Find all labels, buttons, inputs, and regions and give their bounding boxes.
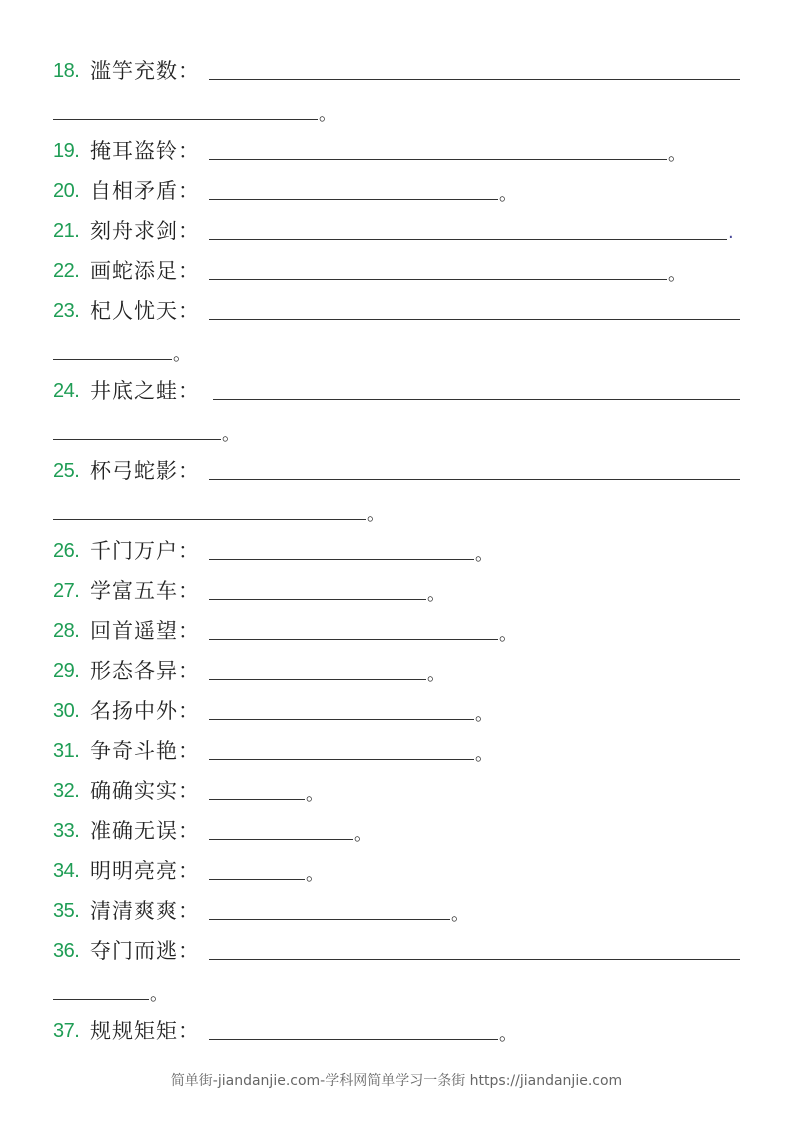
answer-line[interactable]: [53, 119, 318, 120]
end-mark: 。: [475, 744, 493, 765]
end-mark: 。: [668, 144, 686, 165]
item-number: 23.: [53, 300, 80, 322]
end-mark: 。: [668, 264, 686, 285]
idiom-text: 自相矛盾：: [90, 179, 200, 203]
item-31: [0, 730, 793, 770]
idiom-text: 杯弓蛇影：: [90, 459, 200, 483]
item-23-continuation: [0, 330, 793, 370]
end-mark: 。: [173, 344, 191, 365]
item-number: 33.: [53, 820, 80, 842]
item-number: 35.: [53, 900, 80, 922]
end-mark: 。: [367, 504, 385, 525]
answer-line[interactable]: [213, 399, 740, 400]
item-25: [0, 450, 793, 490]
item-number: 24.: [53, 380, 80, 402]
answer-line[interactable]: [209, 279, 667, 280]
item-number: 25.: [53, 460, 80, 482]
end-mark: 。: [475, 544, 493, 565]
item-24-continuation: [0, 410, 793, 450]
end-mark: 。: [319, 104, 337, 125]
item-number: 21.: [53, 220, 80, 242]
end-mark: 。: [451, 904, 469, 925]
idiom-text: 规规矩矩：: [90, 1019, 200, 1043]
idiom-text: 准确无误：: [90, 819, 200, 843]
item-24: [0, 370, 793, 410]
item-number: 18.: [53, 60, 80, 82]
answer-line[interactable]: [209, 599, 426, 600]
item-number: 29.: [53, 660, 80, 682]
idiom-text: 回首遥望：: [90, 619, 200, 643]
item-23: [0, 290, 793, 330]
item-26: [0, 530, 793, 570]
answer-line[interactable]: [53, 359, 172, 360]
item-number: 26.: [53, 540, 80, 562]
idiom-text: 确确实实：: [90, 779, 200, 803]
item-28: [0, 610, 793, 650]
answer-line[interactable]: [209, 959, 740, 960]
item-number: 32.: [53, 780, 80, 802]
answer-line[interactable]: [209, 479, 740, 480]
item-19: [0, 130, 793, 170]
idiom-text: 名扬中外：: [90, 699, 200, 723]
item-number: 28.: [53, 620, 80, 642]
idiom-text: 形态各异：: [90, 659, 200, 683]
item-number: 19.: [53, 140, 80, 162]
item-33: [0, 810, 793, 850]
idiom-text: 争奇斗艳：: [90, 739, 200, 763]
answer-line[interactable]: [209, 199, 498, 200]
item-number: 31.: [53, 740, 80, 762]
end-mark: 。: [499, 624, 517, 645]
idiom-text: 滥竽充数：: [90, 59, 200, 83]
answer-line[interactable]: [53, 999, 149, 1000]
item-number: 30.: [53, 700, 80, 722]
item-number: 27.: [53, 580, 80, 602]
item-20: [0, 170, 793, 210]
idiom-text: 杞人忧天：: [90, 299, 200, 323]
answer-line[interactable]: [209, 679, 426, 680]
idiom-text: 学富五车：: [90, 579, 200, 603]
answer-line[interactable]: [209, 319, 740, 320]
idiom-text: 刻舟求剑：: [90, 219, 200, 243]
end-mark: 。: [499, 1024, 517, 1045]
answer-line[interactable]: [209, 79, 740, 80]
answer-line[interactable]: [53, 439, 221, 440]
idiom-text: 清清爽爽：: [90, 899, 200, 923]
item-34: [0, 850, 793, 890]
item-32: [0, 770, 793, 810]
end-mark: 。: [475, 704, 493, 725]
footer-watermark: 简单街-jiandanjie.com-学科网简单学习一条街 https://jiandanjie.com: [170, 1073, 623, 1089]
item-number: 20.: [53, 180, 80, 202]
item-29: [0, 650, 793, 690]
item-21: [0, 210, 793, 250]
item-35: [0, 890, 793, 930]
end-mark: 。: [150, 984, 168, 1005]
item-number: 36.: [53, 940, 80, 962]
end-mark: 。: [306, 864, 324, 885]
item-36-continuation: [0, 970, 793, 1010]
answer-line[interactable]: [53, 519, 366, 520]
end-mark: .: [728, 222, 734, 243]
idiom-text: 夺门而逃：: [90, 939, 200, 963]
item-36: [0, 930, 793, 970]
answer-line[interactable]: [209, 839, 353, 840]
item-18-continuation: [0, 90, 793, 130]
idiom-text: 井底之蛙：: [90, 379, 200, 403]
answer-line[interactable]: [209, 799, 305, 800]
answer-line[interactable]: [209, 1039, 498, 1040]
idiom-text: 千门万户：: [90, 539, 200, 563]
end-mark: 。: [306, 784, 324, 805]
end-mark: 。: [499, 184, 517, 205]
end-mark: 。: [427, 584, 445, 605]
item-number: 37.: [53, 1020, 80, 1042]
answer-line[interactable]: [209, 639, 498, 640]
end-mark: 。: [354, 824, 372, 845]
answer-line[interactable]: [209, 759, 474, 760]
item-27: [0, 570, 793, 610]
answer-line[interactable]: [209, 159, 667, 160]
item-30: [0, 690, 793, 730]
answer-line[interactable]: [209, 919, 450, 920]
answer-line[interactable]: [209, 879, 305, 880]
item-37: [0, 1010, 793, 1050]
answer-line[interactable]: [209, 719, 474, 720]
end-mark: 。: [222, 424, 240, 445]
item-number: 34.: [53, 860, 80, 882]
item-18: [0, 50, 793, 90]
idiom-text: 掩耳盗铃：: [90, 139, 200, 163]
idiom-text: 明明亮亮：: [90, 859, 200, 883]
item-25-continuation: [0, 490, 793, 530]
item-number: 22.: [53, 260, 80, 282]
answer-line[interactable]: [209, 239, 727, 240]
item-22: [0, 250, 793, 290]
end-mark: 。: [427, 664, 445, 685]
idiom-text: 画蛇添足：: [90, 259, 200, 283]
answer-line[interactable]: [209, 559, 474, 560]
